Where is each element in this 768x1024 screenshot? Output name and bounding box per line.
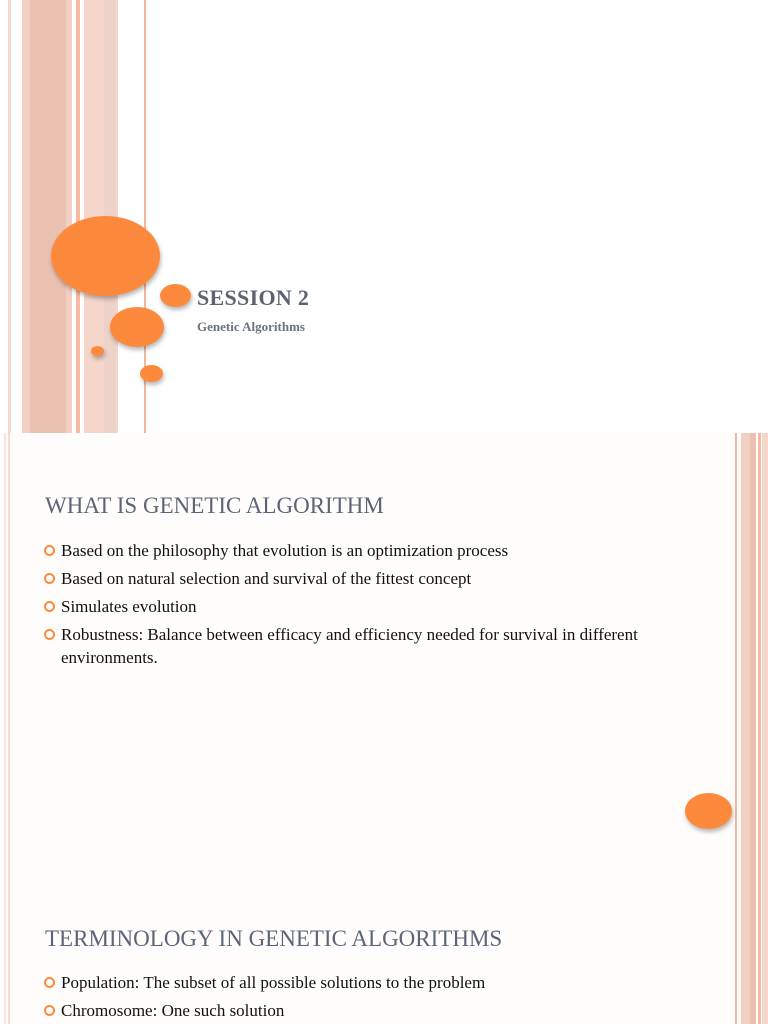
decor-stripe xyxy=(758,433,761,866)
decor-stripe xyxy=(76,0,80,433)
decor-stripe xyxy=(8,866,10,1024)
slide-subtitle: Genetic Algorithms xyxy=(197,319,305,334)
bullet-circle-icon xyxy=(44,545,55,556)
slide-heading: TERMINOLOGY IN GENETIC ALGORITHMS xyxy=(45,926,503,951)
decor-circle xyxy=(685,793,732,829)
decor-stripe xyxy=(30,0,66,433)
decor-stripe xyxy=(741,866,750,1024)
list-item: Chromosome: One such solution xyxy=(44,999,684,1022)
content-slide-terminology xyxy=(0,866,768,1024)
slide-heading: WHAT IS GENETIC ALGORITHM xyxy=(45,493,384,518)
bullet-circle-icon xyxy=(44,629,55,640)
decor-circle-large xyxy=(51,216,160,296)
decor-stripe xyxy=(4,866,6,1024)
decor-stripe xyxy=(762,866,768,1024)
decor-stripe xyxy=(8,0,11,433)
decor-stripe xyxy=(762,433,768,866)
bullet-list xyxy=(44,539,684,674)
list-item: Based on natural selection and survival of the fittest concept xyxy=(44,567,684,590)
list-item: Simulates evolution xyxy=(44,595,684,618)
decor-stripe xyxy=(735,433,737,866)
bullet-circle-icon xyxy=(44,1005,55,1016)
decor-circle xyxy=(160,284,191,307)
decor-stripe xyxy=(8,433,10,866)
decor-stripe xyxy=(735,866,737,1024)
bullet-circle-icon xyxy=(44,573,55,584)
bullet-list xyxy=(44,971,684,1024)
list-item: Robustness: Balance between efficacy and efficiency needed for survival in different environments. xyxy=(44,623,684,669)
decor-stripe xyxy=(4,433,6,866)
decor-stripe xyxy=(758,866,761,1024)
decor-stripe xyxy=(750,433,756,866)
bullet-circle-icon xyxy=(44,601,55,612)
decor-circle xyxy=(91,346,104,356)
slide-title: SESSION 2 xyxy=(197,285,310,310)
decor-circle xyxy=(140,365,163,382)
bullet-circle-icon xyxy=(44,977,55,988)
list-item: Based on the philosophy that evolution is an optimization process xyxy=(44,539,684,562)
decor-stripe xyxy=(741,433,750,866)
decor-circle xyxy=(110,307,164,347)
content-slide-what-is-ga xyxy=(0,433,768,866)
list-item: Population: The subset of all possible solutions to the problem xyxy=(44,971,684,994)
decor-stripe xyxy=(750,866,756,1024)
title-slide xyxy=(0,0,768,433)
